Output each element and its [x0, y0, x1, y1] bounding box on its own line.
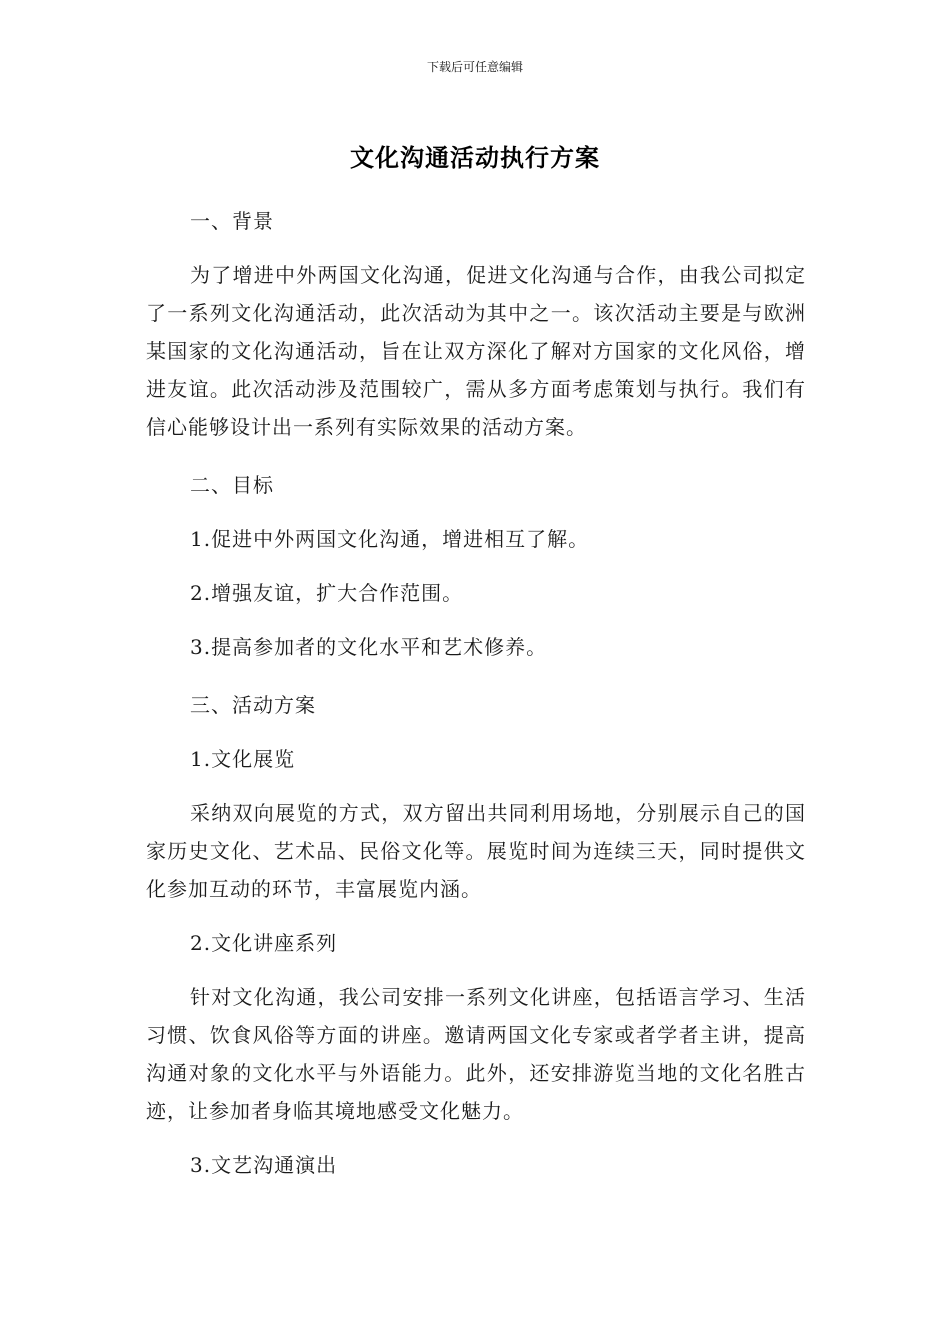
section-heading-plan: 三、活动方案: [190, 693, 316, 717]
plan-item-3-heading: 3.文艺沟通演出: [190, 1153, 338, 1177]
goal-item-3: 3.提高参加者的文化水平和艺术修养。: [190, 635, 548, 659]
section-heading-goals: 二、目标: [190, 473, 274, 497]
section-heading-background: 一、背景: [190, 209, 274, 233]
document-title: 文化沟通活动执行方案: [350, 144, 600, 172]
plan-item-1-paragraph: 采纳双向展览的方式，双方留出共同利用场地，分别展示自己的国家历史文化、艺术品、民俗文化等。展览时间为连续三天，同时提供文化参加互动的环节，丰富展览内涵。: [146, 801, 806, 901]
document-body: [146, 202, 806, 1184]
header-note: 下载后可任意编辑: [426, 60, 523, 74]
goal-item-1: 1.促进中外两国文化沟通，增进相互了解。: [190, 527, 590, 551]
goal-item-2: 2.增强友谊，扩大合作范围。: [190, 581, 464, 605]
plan-item-2-heading: 2.文化讲座系列: [190, 931, 338, 955]
background-paragraph: 为了增进中外两国文化沟通，促进文化沟通与合作，由我公司拟定了一系列文化沟通活动，此次活动为其中之一。该次活动主要是与欧洲某国家的文化沟通活动，旨在让双方深化了解对方国家的文化风俗，增进友谊。此次活动涉及范围较广，需从多方面考虑策划与执行。我们有信心能够设计出一系列有实际效果的活动方案。: [146, 263, 806, 439]
plan-item-2-paragraph: 针对文化沟通，我公司安排一系列文化讲座，包括语言学习、生活习惯、饮食风俗等方面的讲座。邀请两国文化专家或者学者主讲，提高沟通对象的文化水平与外语能力。此外，还安排游览当地的文化名胜古迹，让参加者身临其境地感受文化魅力。: [146, 985, 806, 1123]
plan-item-1-heading: 1.文化展览: [190, 747, 296, 771]
